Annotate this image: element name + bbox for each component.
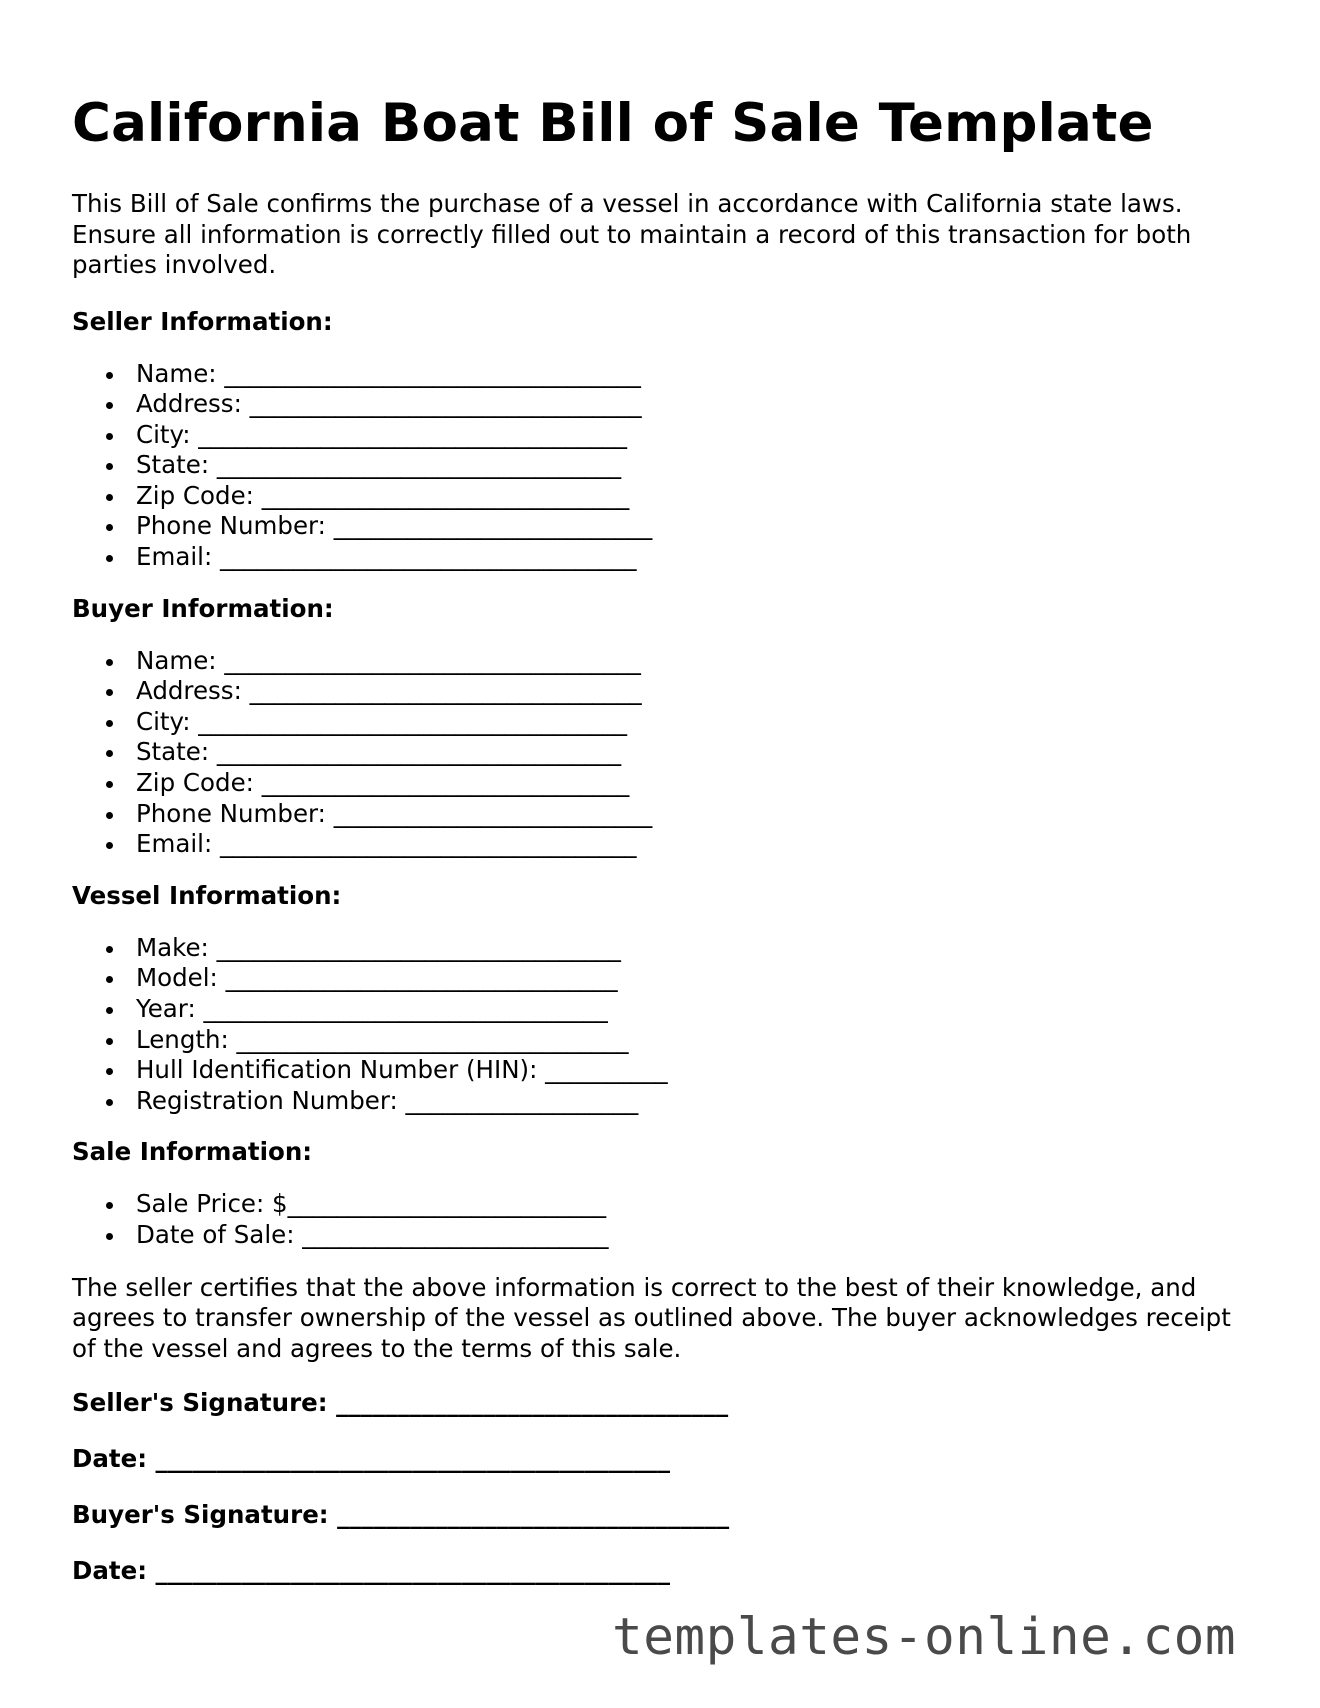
document-page <box>72 0 1262 1586</box>
buyer-state-field: State: _________________________________ <box>136 737 1262 768</box>
vessel-year-field: Year: _________________________________ <box>136 994 1262 1025</box>
buyer-phone-field: Phone Number: __________________________ <box>136 799 1262 830</box>
seller-address-field: Address: ________________________________ <box>136 389 1262 420</box>
watermark-text: templates-online.com <box>612 1608 1237 1667</box>
buyer-address-field: Address: ________________________________ <box>136 676 1262 707</box>
buyer-date-line: Date: __________________________________________ <box>72 1556 671 1586</box>
seller-email-field: Email: __________________________________ <box>136 542 1262 573</box>
vessel-hin-field: Hull Identification Number (HIN): __________ <box>136 1055 1262 1086</box>
buyer-section-heading: Buyer Information: <box>72 593 334 623</box>
seller-section-heading: Seller Information: <box>72 306 333 336</box>
seller-phone-field: Phone Number: __________________________ <box>136 511 1262 542</box>
buyer-name-field: Name: __________________________________ <box>136 646 1262 677</box>
vessel-field-list <box>72 933 1262 1117</box>
vessel-length-field: Length: ________________________________ <box>136 1025 1262 1056</box>
vessel-registration-field: Registration Number: ___________________ <box>136 1086 1262 1117</box>
seller-name-field: Name: __________________________________ <box>136 359 1262 390</box>
page-title: California Boat Bill of Sale Template <box>72 93 1154 154</box>
buyer-city-field: City: ___________________________________ <box>136 707 1262 738</box>
buyer-zip-field: Zip Code: ______________________________ <box>136 768 1262 799</box>
buyer-email-field: Email: __________________________________ <box>136 829 1262 860</box>
intro-paragraph: This Bill of Sale confirms the purchase of a vessel in accordance with California state laws. Ensure all information is correctly filled out to maintain a record of this transaction for both parties involved. <box>72 189 1192 279</box>
seller-field-list <box>72 359 1262 573</box>
certification-paragraph: The seller certifies that the above information is correct to the best of their knowledge, and agrees to transfer ownership of the vessel as outlined above. The buyer acknowledges receipt of the vessel and agrees to the terms of this sale. <box>72 1272 1231 1363</box>
seller-state-field: State: _________________________________ <box>136 450 1262 481</box>
buyer-field-list <box>72 646 1262 860</box>
sale-date-field: Date of Sale: _________________________ <box>136 1220 1262 1251</box>
seller-date-line: Date: __________________________________________ <box>72 1444 671 1474</box>
vessel-make-field: Make: _________________________________ <box>136 933 1262 964</box>
seller-signature-line: Seller's Signature: ________________________________ <box>72 1388 729 1418</box>
seller-city-field: City: ___________________________________ <box>136 420 1262 451</box>
sale-section-heading: Sale Information: <box>72 1137 313 1167</box>
vessel-model-field: Model: ________________________________ <box>136 963 1262 994</box>
sale-field-list <box>72 1189 1262 1250</box>
vessel-section-heading: Vessel Information: <box>72 880 342 910</box>
seller-zip-field: Zip Code: ______________________________ <box>136 481 1262 512</box>
sale-price-field: Sale Price: $__________________________ <box>136 1189 1262 1220</box>
buyer-signature-line: Buyer's Signature: ________________________________ <box>72 1500 730 1530</box>
